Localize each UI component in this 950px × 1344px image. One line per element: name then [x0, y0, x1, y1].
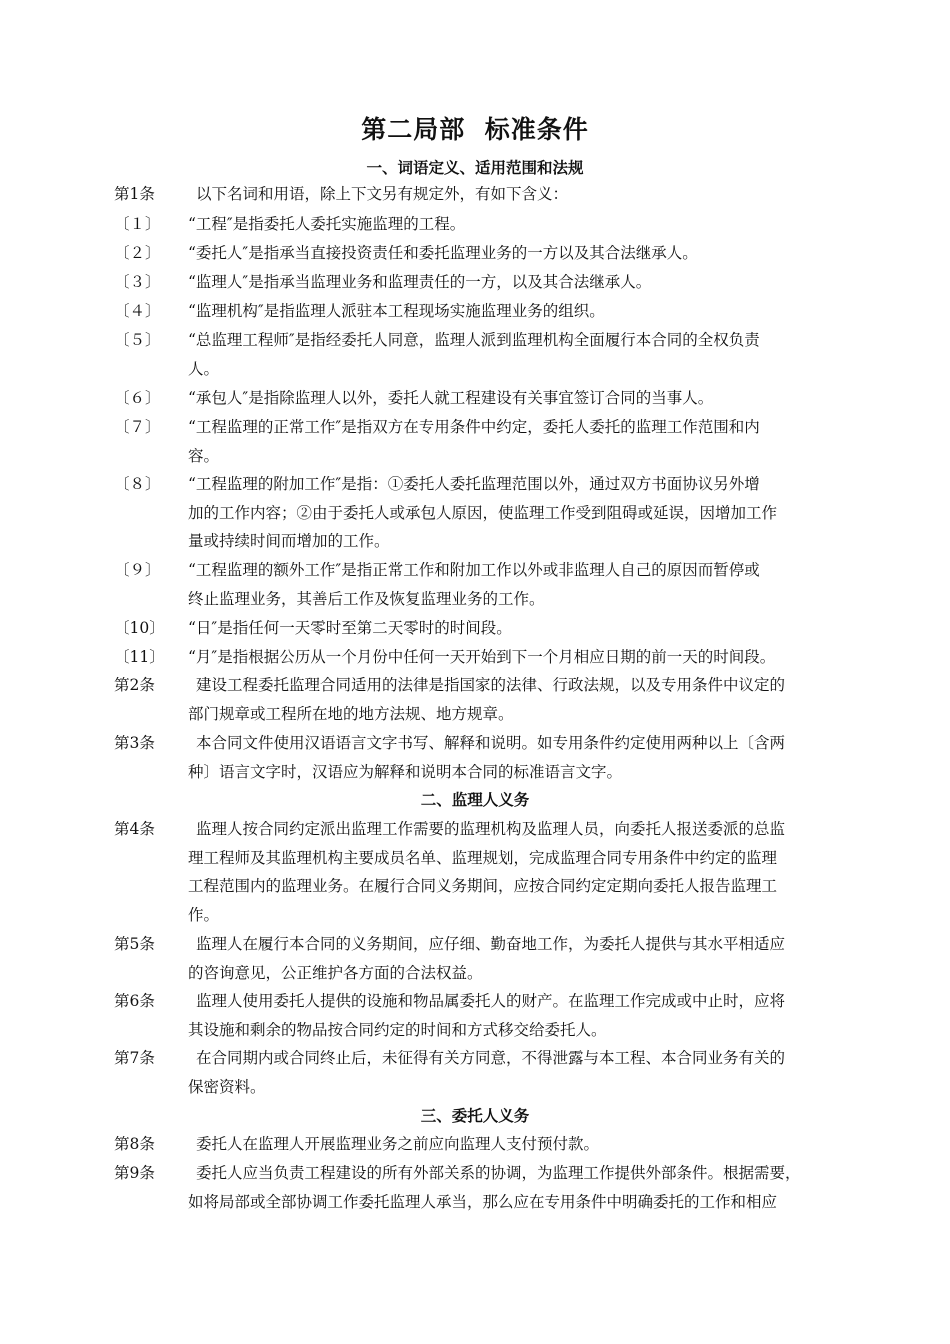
clause-article-1: [114, 180, 844, 209]
clause-label: 第5条: [114, 935, 155, 953]
item-label: 〔11〕: [114, 648, 165, 666]
item-label: 〔８〕: [114, 475, 161, 493]
clause-text: 以下名词和用语，除上下文另有规定外，有如下含义：: [196, 185, 569, 203]
clause-label: 第3条: [114, 734, 155, 752]
definition-item-3: [114, 268, 844, 297]
clause-text-continued: 种〕语言文字时，汉语应为解释和说明本合同的标准语言文字。: [188, 762, 623, 781]
clause-text-continued: 工程范围内的监理业务。在履行合同义务期间，应按合同约定定期向委托人报告监理工: [188, 877, 778, 895]
clause-text: 在合同期内或合同终止后，未征得有关方同意，不得泄露与本工程、本合同业务有关的: [196, 1049, 786, 1067]
definition-item-6: [114, 384, 844, 413]
definition-item-9: [114, 556, 844, 613]
definition-item-10: [114, 614, 844, 643]
item-label: 〔２〕: [114, 244, 161, 262]
definition-item-7: [114, 413, 844, 470]
clause-text-continued: 保密资料。: [188, 1077, 266, 1096]
clause-text-continued: 作。: [188, 905, 220, 924]
item-text: “工程″是指委托人委托实施监理的工程。: [188, 215, 466, 233]
clause-text-continued: 部门规章或工程所在地的地方法规、地方规章。: [188, 704, 514, 723]
item-text-continued: 人。: [188, 359, 220, 378]
item-text: “月″是指根据公历从一个月份中任何一天开始到下一个月相应日期的前一天的时间段。: [188, 648, 776, 666]
definition-item-5: [114, 326, 844, 383]
item-text: “监理机构″是指监理人派驻本工程现场实施监理业务的组织。: [188, 302, 605, 320]
clause-text: 委托人应当负责工程建设的所有外部关系的协调，为监理工作提供外部条件。根据需要，: [196, 1164, 801, 1182]
item-text-continued: 量或持续时间而增加的工作。: [188, 532, 390, 550]
item-text: “监理人″是指承当监理业务和监理责任的一方，以及其合法继承人。: [188, 273, 652, 291]
clause-label: 第9条: [114, 1164, 155, 1182]
clause-article-5: [114, 930, 844, 987]
definition-item-1: [114, 210, 844, 239]
clause-article-4: [114, 815, 844, 929]
clause-article-6: [114, 987, 844, 1044]
item-label: 〔１〕: [114, 215, 161, 233]
clause-text: 监理人在履行本合同的义务期间，应仔细、勤奋地工作，为委托人提供与其水平相适应: [196, 935, 786, 953]
item-text: “委托人″是指承当直接投资责任和委托监理业务的一方以及其合法继承人。: [188, 244, 698, 262]
clause-label: 第8条: [114, 1135, 155, 1153]
item-text-continued: 终止监理业务，其善后工作及恢复监理业务的工作。: [188, 589, 545, 608]
document-title: 第二局部 标准条件: [361, 115, 589, 144]
clause-label: 第1条: [114, 185, 155, 203]
definition-item-4: [114, 297, 844, 326]
item-text-continued: 加的工作内容；②由于委托人或承包人原因，使监理工作受到阻碍或延误，因增加工作: [188, 503, 778, 522]
clause-article-2: [114, 671, 844, 728]
item-text: “总监理工程师″是指经委托人同意，监理人派到监理机构全面履行本合同的全权负责: [188, 331, 760, 349]
clause-text: 监理人按合同约定派出监理工作需要的监理机构及监理人员，向委托人报送委派的总监: [196, 820, 786, 838]
definition-item-2: [114, 239, 844, 268]
clause-text-continued: 其设施和剩余的物品按合同约定的时间和方式移交给委托人。: [188, 1020, 607, 1039]
clause-text: 本合同文件使用汉语语言文字书写、解释和说明。如专用条件约定使用两种以上〔含两: [196, 734, 786, 752]
clause-text-continued: 如将局部或全部协调工作委托监理人承当，那么应在专用条件中明确委托的工作和相应: [188, 1192, 778, 1211]
clause-label: 第4条: [114, 820, 155, 838]
clause-text: 建设工程委托监理合同适用的法律是指国家的法律、行政法规，以及专用条件中议定的: [196, 676, 786, 694]
item-label: 〔４〕: [114, 302, 161, 320]
item-label: 〔６〕: [114, 389, 161, 407]
clause-label: 第6条: [114, 992, 155, 1010]
clause-text: 委托人在监理人开展监理业务之前应向监理人支付预付款。: [196, 1135, 600, 1153]
item-label: 〔５〕: [114, 331, 161, 349]
clause-text-continued: 的咨询意见，公正维护各方面的合法权益。: [188, 963, 483, 982]
clause-article-3: [114, 729, 844, 786]
item-text: “工程监理的额外工作″是指正常工作和附加工作以外或非监理人自己的原因而暂停或: [188, 561, 760, 579]
item-text: “工程监理的附加工作″是指：①委托人委托监理范围以外，通过双方书面协议另外增: [188, 475, 760, 493]
section-heading-3: 三、委托人义务: [420, 1107, 530, 1125]
clause-label: 第7条: [114, 1049, 155, 1067]
clause-text: 监理人使用委托人提供的设施和物品属委托人的财产。在监理工作完成或中止时，应将: [196, 992, 786, 1010]
item-text-continued: 容。: [188, 446, 220, 465]
clause-article-9: [114, 1159, 844, 1216]
clause-article-7: [114, 1044, 844, 1101]
item-text: “承包人″是指除监理人以外，委托人就工程建设有关事宜签订合同的当事人。: [188, 389, 714, 407]
item-label: 〔７〕: [114, 418, 161, 436]
clause-label: 第2条: [114, 676, 155, 694]
definition-item-11: [114, 643, 844, 672]
section-heading-1: 一、词语定义、适用范围和法规: [366, 159, 584, 177]
clause-article-8: [114, 1130, 844, 1159]
section-heading-2: 二、监理人义务: [420, 791, 530, 809]
clause-text-continued: 理工程师及其监理机构主要成员名单、监理规划，完成监理合同专用条件中约定的监理: [188, 848, 778, 867]
item-label: 〔10〕: [114, 619, 165, 637]
definition-item-8: [114, 470, 844, 556]
item-label: 〔３〕: [114, 273, 161, 291]
item-label: 〔９〕: [114, 561, 161, 579]
item-text: “工程监理的正常工作″是指双方在专用条件中约定，委托人委托的监理工作范围和内: [188, 418, 760, 436]
item-text: “日″是指任何一天零时至第二天零时的时间段。: [188, 619, 512, 637]
